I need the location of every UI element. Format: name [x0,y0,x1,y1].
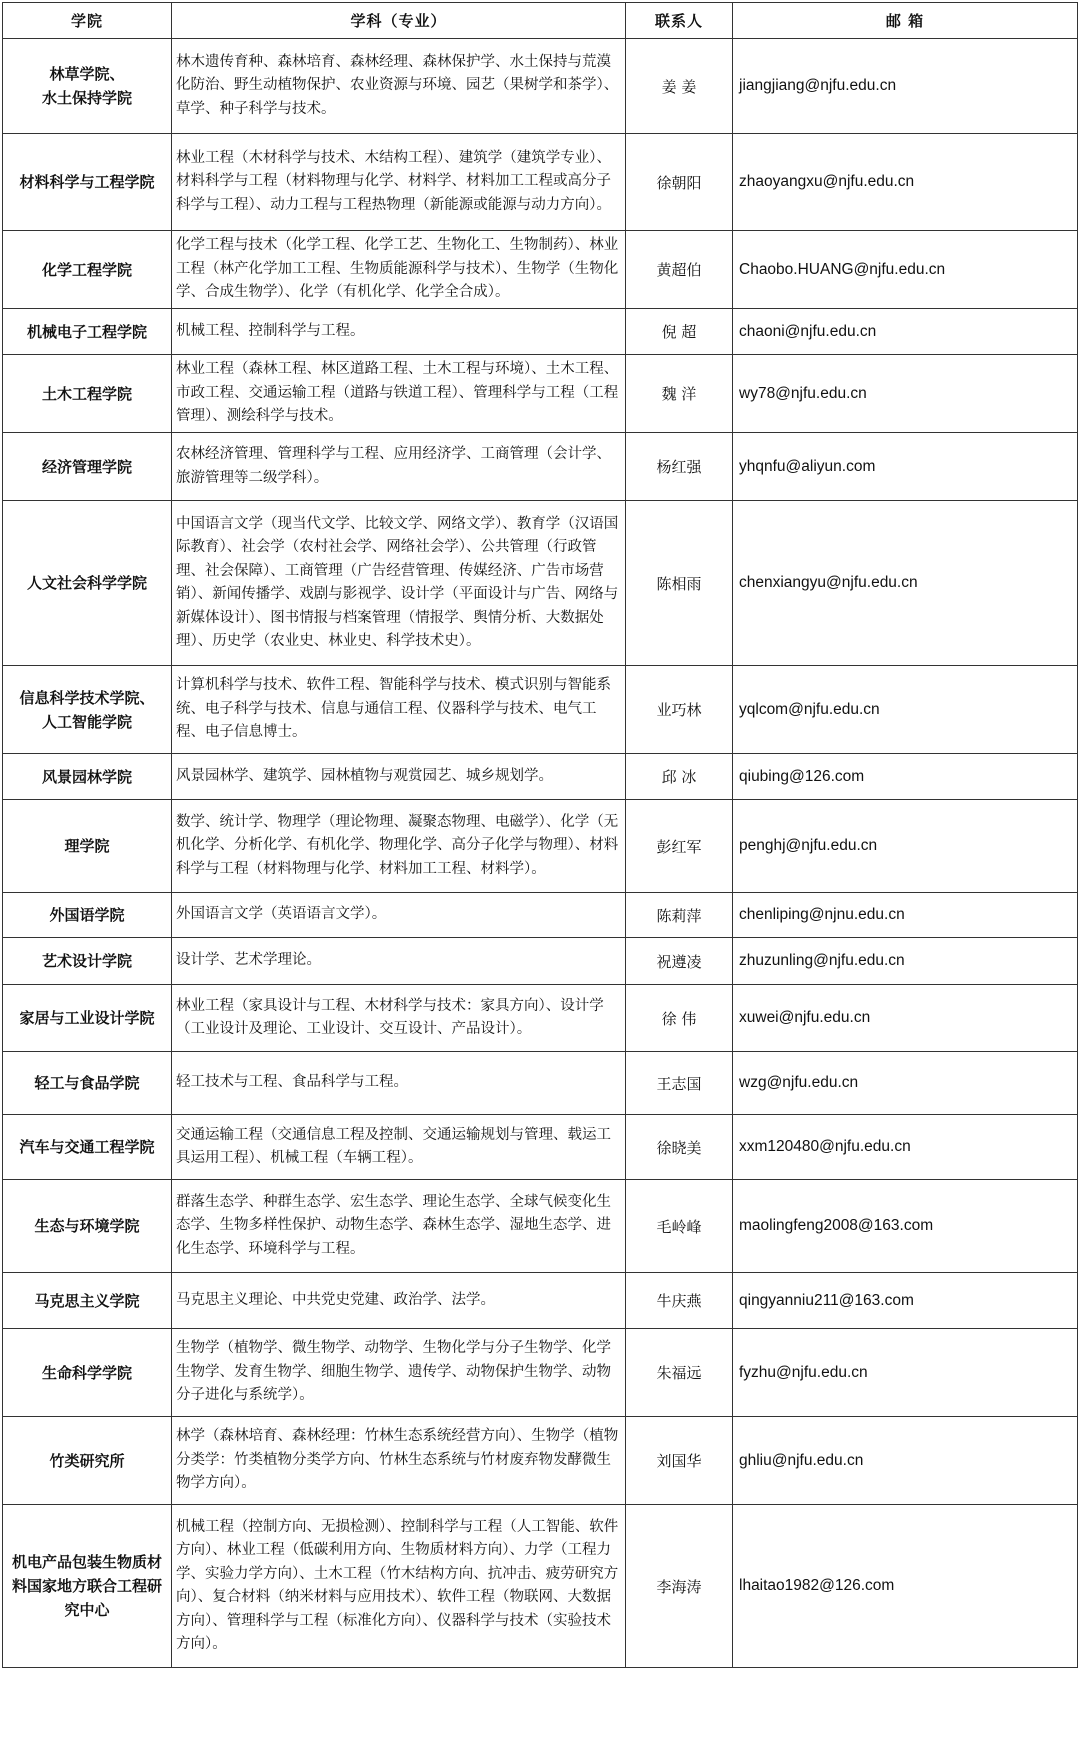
college-cell: 艺术设计学院 [3,938,172,985]
table-row [3,231,1078,309]
contact-cell: 李海涛 [626,1505,733,1668]
subject-cell: 林业工程（森林工程、林区道路工程、土木工程与环境）、土木工程、市政工程、交通运输工程（道路与铁道工程）、管理科学与工程（工程管理）、测绘科学与技术。 [172,355,626,433]
college-cell: 土木工程学院 [3,355,172,433]
table-row [3,938,1078,985]
header-college: 学院 [3,3,172,39]
email-link[interactable]: wzg@njfu.edu.cn [733,1052,1078,1115]
college-cell: 经济管理学院 [3,433,172,501]
email-link[interactable]: zhaoyangxu@njfu.edu.cn [733,134,1078,231]
college-cell: 人文社会科学学院 [3,501,172,666]
email-link[interactable]: maolingfeng2008@163.com [733,1180,1078,1273]
email-link[interactable]: qiubing@126.com [733,754,1078,800]
contact-cell: 毛岭峰 [626,1180,733,1273]
subject-cell: 机械工程（控制方向、无损检测）、控制科学与工程（人工智能、软件方向）、林业工程（低碳利用方向、生物质材料方向）、力学（工程力学、实验力学方向）、土木工程（竹木结构方向、抗冲击、疲劳研究方向）、复合材料（纳米材料与应用技术）、软件工程（物联网、大数据方向）、管理科学与工程（标准化方向）、仪器科学与技术（实验技术方向）。 [172,1505,626,1668]
college-cell: 信息科学技术学院、 人工智能学院 [3,666,172,754]
table-row [3,893,1078,938]
college-cell: 生命科学学院 [3,1329,172,1417]
subject-cell: 外国语言文学（英语语言文学）。 [172,893,626,938]
email-link[interactable]: jiangjiang@njfu.edu.cn [733,39,1078,134]
subject-cell: 数学、统计学、物理学（理论物理、凝聚态物理、电磁学）、化学（无机化学、分析化学、有机化学、物理化学、高分子化学与物理）、材料科学与工程（材料物理与化学、材料加工工程、材料学）。 [172,800,626,893]
subject-cell: 生物学（植物学、微生物学、动物学、生物化学与分子生物学、化学生物学、发育生物学、细胞生物学、遗传学、动物保护生物学、动物分子进化与系统学）。 [172,1329,626,1417]
email-link[interactable]: chaoni@njfu.edu.cn [733,309,1078,355]
college-cell: 外国语学院 [3,893,172,938]
college-cell: 轻工与食品学院 [3,1052,172,1115]
table-row [3,501,1078,666]
email-link[interactable]: wy78@njfu.edu.cn [733,355,1078,433]
contact-cell: 祝遵凌 [626,938,733,985]
contact-table [2,2,1078,1668]
email-link[interactable]: ghliu@njfu.edu.cn [733,1417,1078,1505]
contact-cell: 彭红军 [626,800,733,893]
contact-cell: 黄超伯 [626,231,733,309]
contact-cell: 业巧林 [626,666,733,754]
header-email: 邮 箱 [733,3,1078,39]
subject-cell: 群落生态学、种群生态学、宏生态学、理论生态学、全球气候变化生态学、生物多样性保护、动物生态学、森林生态学、湿地生态学、进化生态学、环境科学与工程。 [172,1180,626,1273]
table-row [3,1115,1078,1180]
college-cell: 生态与环境学院 [3,1180,172,1273]
college-cell: 竹类研究所 [3,1417,172,1505]
subject-cell: 林木遗传育种、森林培育、森林经理、森林保护学、水土保持与荒漠化防治、野生动植物保护、农业资源与环境、园艺（果树学和茶学）、草学、种子科学与技术。 [172,39,626,134]
email-link[interactable]: xuwei@njfu.edu.cn [733,985,1078,1052]
email-link[interactable]: chenliping@njnu.edu.cn [733,893,1078,938]
table-row [3,985,1078,1052]
table-row [3,355,1078,433]
contact-cell: 王志国 [626,1052,733,1115]
table-row [3,754,1078,800]
email-link[interactable]: qingyanniu211@163.com [733,1273,1078,1329]
email-link[interactable]: yhqnfu@aliyun.com [733,433,1078,501]
college-cell: 理学院 [3,800,172,893]
email-link[interactable]: xxm120480@njfu.edu.cn [733,1115,1078,1180]
subject-cell: 计算机科学与技术、软件工程、智能科学与技术、模式识别与智能系统、电子科学与技术、信息与通信工程、仪器科学与技术、电气工程、电子信息博士。 [172,666,626,754]
contact-cell: 刘国华 [626,1417,733,1505]
email-link[interactable]: lhaitao1982@126.com [733,1505,1078,1668]
subject-cell: 林业工程（家具设计与工程、木材科学与技术：家具方向）、设计学（工业设计及理论、工业设计、交互设计、产品设计）。 [172,985,626,1052]
contact-cell: 徐晓美 [626,1115,733,1180]
table-row [3,1273,1078,1329]
email-link[interactable]: Chaobo.HUANG@njfu.edu.cn [733,231,1078,309]
contact-cell: 邱 冰 [626,754,733,800]
college-cell: 机电产品包装生物质材料国家地方联合工程研究中心 [3,1505,172,1668]
email-link[interactable]: yqlcom@njfu.edu.cn [733,666,1078,754]
college-cell: 家居与工业设计学院 [3,985,172,1052]
subject-cell: 交通运输工程（交通信息工程及控制、交通运输规划与管理、载运工具运用工程）、机械工程（车辆工程）。 [172,1115,626,1180]
table-row [3,1417,1078,1505]
table-row [3,800,1078,893]
college-cell: 材料科学与工程学院 [3,134,172,231]
table-row [3,666,1078,754]
email-link[interactable]: chenxiangyu@njfu.edu.cn [733,501,1078,666]
table-row [3,1329,1078,1417]
subject-cell: 化学工程与技术（化学工程、化学工艺、生物化工、生物制药）、林业工程（林产化学加工工程、生物质能源科学与技术）、生物学（生物化学、合成生物学）、化学（有机化学、化学全合成）。 [172,231,626,309]
table-row [3,1052,1078,1115]
college-cell: 马克思主义学院 [3,1273,172,1329]
header-subject: 学科（专业） [172,3,626,39]
college-cell: 风景园林学院 [3,754,172,800]
contact-cell: 倪 超 [626,309,733,355]
college-cell: 汽车与交通工程学院 [3,1115,172,1180]
contact-cell: 陈莉萍 [626,893,733,938]
contact-cell: 魏 洋 [626,355,733,433]
subject-cell: 设计学、艺术学理论。 [172,938,626,985]
subject-cell: 机械工程、控制科学与工程。 [172,309,626,355]
table-row [3,39,1078,134]
table-row [3,134,1078,231]
college-cell: 机械电子工程学院 [3,309,172,355]
table-row [3,1505,1078,1668]
contact-cell: 朱福远 [626,1329,733,1417]
college-cell: 林草学院、 水土保持学院 [3,39,172,134]
contact-cell: 杨红强 [626,433,733,501]
subject-cell: 中国语言文学（现当代文学、比较文学、网络文学）、教育学（汉语国际教育）、社会学（农村社会学、网络社会学）、公共管理（行政管理、社会保障）、工商管理（广告经营管理、传媒经济、广告市场营销）、新闻传播学、戏剧与影视学、设计学（平面设计与广告、网络与新媒体设计）、图书情报与档案管理（情报学、舆情分析、大数据处理）、历史学（农业史、林业史、科学技术史）。 [172,501,626,666]
subject-cell: 农林经济管理、管理科学与工程、应用经济学、工商管理（会计学、旅游管理等二级学科）。 [172,433,626,501]
email-link[interactable]: zhuzunling@njfu.edu.cn [733,938,1078,985]
subject-cell: 马克思主义理论、中共党史党建、政治学、法学。 [172,1273,626,1329]
table-row [3,433,1078,501]
table-row [3,309,1078,355]
subject-cell: 林学（森林培育、森林经理：竹林生态系统经营方向）、生物学（植物分类学：竹类植物分类学方向、竹林生态系统与竹材废弃物发酵微生物学方向）。 [172,1417,626,1505]
subject-cell: 风景园林学、建筑学、园林植物与观赏园艺、城乡规划学。 [172,754,626,800]
email-link[interactable]: penghj@njfu.edu.cn [733,800,1078,893]
college-cell: 化学工程学院 [3,231,172,309]
header-contact: 联系人 [626,3,733,39]
contact-cell: 陈相雨 [626,501,733,666]
contact-cell: 姜 姜 [626,39,733,134]
subject-cell: 轻工技术与工程、食品科学与工程。 [172,1052,626,1115]
email-link[interactable]: fyzhu@njfu.edu.cn [733,1329,1078,1417]
contact-cell: 徐朝阳 [626,134,733,231]
contact-cell: 牛庆燕 [626,1273,733,1329]
table-row [3,1180,1078,1273]
contact-cell: 徐 伟 [626,985,733,1052]
header-row [3,3,1078,39]
subject-cell: 林业工程（木材科学与技术、木结构工程）、建筑学（建筑学专业）、材料科学与工程（材料物理与化学、材料学、材料加工工程或高分子科学与工程）、动力工程与工程热物理（新能源或能源与动力方向）。 [172,134,626,231]
